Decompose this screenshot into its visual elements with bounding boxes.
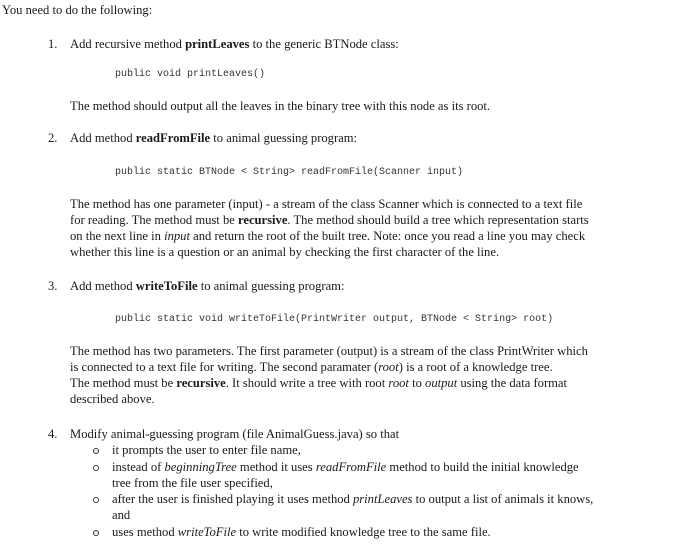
item-1-code: public void printLeaves() [115,69,266,80]
item-1-description: The method should output all the leaves in the binary tree with this node as its root. [70,99,491,113]
item-4-bullet-1: it prompts the user to enter file name, [112,443,301,457]
item-3-code: public static void writeToFile(PrintWriter output, BTNode < String> root) [115,314,554,325]
bullet-icon [93,465,99,471]
item-3-number: 3. [48,279,58,293]
intro-line: You need to do the following: [2,3,153,17]
item-4-number: 4. [48,427,58,441]
item-4-heading: Modify animal-guessing program (file AnimalGuess.java) so that [70,427,400,441]
item-3-heading: Add method writeToFile to animal guessing program: [70,279,345,293]
bullet-icon [93,497,99,503]
bullet-icon [93,530,99,536]
item-1-heading: Add recursive method printLeaves to the generic BTNode class: [70,37,399,51]
item-4-bullet-4: uses method writeToFile to write modified knowledge tree to the same file. [112,525,491,539]
item-2-heading: Add method readFromFile to animal guessing program: [70,131,358,145]
bullet-icon [93,448,99,454]
item-2-number: 2. [48,131,58,145]
item-2-code: public static BTNode < String> readFromFile(Scanner input) [115,167,464,178]
item-1-number: 1. [48,37,58,51]
